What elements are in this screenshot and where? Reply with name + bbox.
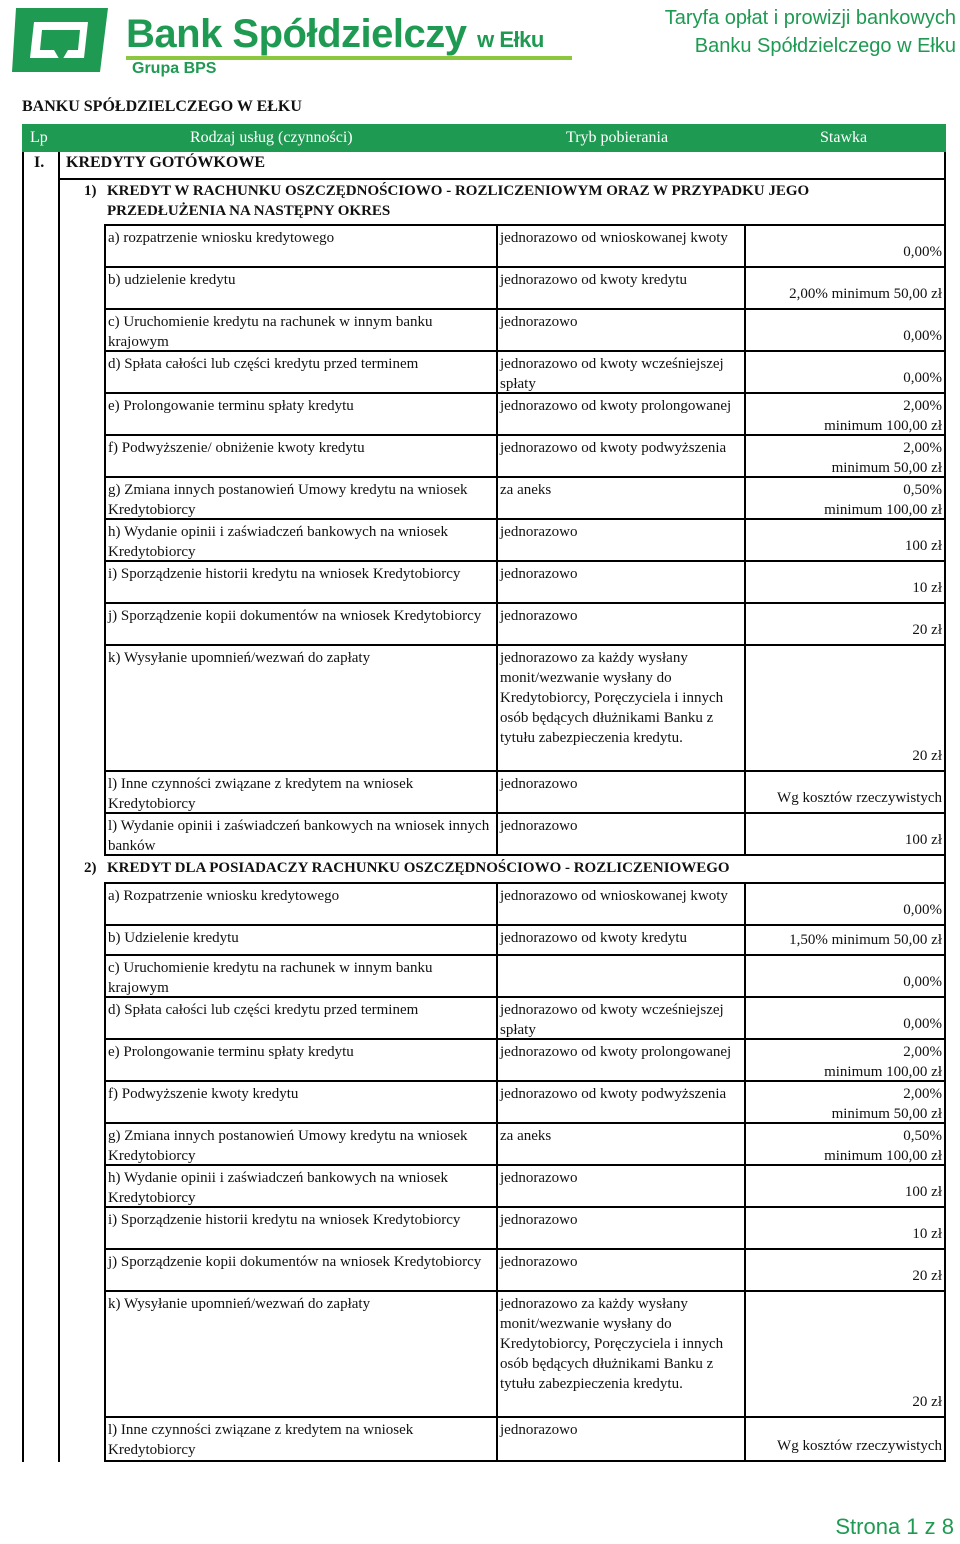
row-service: h) Wydanie opinii i zaświadczeń bankowych na wniosek Kredytobiorcy [108, 524, 448, 560]
col-divider [744, 226, 746, 856]
row-divider [106, 476, 496, 478]
row-divider [498, 602, 944, 604]
row-divider [498, 1206, 944, 1208]
row-rate: Wg kosztów rzeczywistych [777, 1438, 942, 1454]
row-mode: jednorazowo [500, 1170, 578, 1186]
row-service: c) Uruchomienie kredytu na rachunek w innym banku krajowym [108, 314, 433, 350]
row-divider [498, 1122, 944, 1124]
outer-border [58, 178, 60, 1462]
row-divider [498, 812, 944, 814]
section-number: I. [34, 154, 45, 171]
bank-logo-icon [8, 4, 118, 76]
row-divider [498, 996, 944, 998]
row-rate: 0,00% [903, 328, 942, 344]
row-mode: jednorazowo [500, 818, 578, 834]
row-rate: 0,00% [903, 244, 942, 260]
bank-logo [8, 4, 568, 80]
row-service: j) Sporządzenie kopii dokumentów na wniosek Kredytobiorcy [108, 608, 482, 624]
row-divider [498, 434, 944, 436]
logo-subtitle: Grupa BPS [132, 60, 217, 77]
row-rate: 0,50% minimum 100,00 zł [824, 1128, 942, 1164]
row-divider [498, 308, 944, 310]
row-mode: jednorazowo [500, 776, 578, 792]
row-service: e) Prolongowanie terminu spłaty kredytu [108, 1044, 354, 1060]
row-service: a) rozpatrzenie wniosku kredytowego [108, 230, 335, 246]
row-service: a) Rozpatrzenie wniosku kredytowego [108, 888, 340, 904]
row-rate: 2,00% minimum 50,00 zł [831, 440, 942, 476]
row-service: f) Podwyższenie/ obniżenie kwoty kredytu [108, 440, 365, 456]
row-divider [498, 1248, 944, 1250]
row-mode: jednorazowo od kwoty wcześniejszej spłaty [500, 1002, 724, 1038]
row-rate: 0,50% minimum 100,00 zł [824, 482, 942, 518]
row-service: k) Wysyłanie upomnień/wezwań do zapłaty [108, 650, 371, 666]
row-divider [106, 434, 496, 436]
row-rate: 20 zł [912, 1394, 942, 1410]
row-rate: 10 zł [912, 580, 942, 596]
row-divider [106, 350, 496, 352]
row-divider [106, 770, 496, 772]
col-service: Rodzaj usług (czynności) [190, 129, 353, 146]
row-divider [498, 954, 944, 956]
row-rate: 2,00% minimum 100,00 zł [824, 398, 942, 434]
row-divider [106, 518, 496, 520]
page-number: Strona 1 z 8 [835, 1514, 954, 1539]
row-divider [498, 1080, 944, 1082]
bank-name-heading: BANKU SPÓŁDZIELCZEGO W EŁKU [22, 98, 302, 115]
row-rate: 0,00% [903, 1016, 942, 1032]
row-divider [498, 350, 944, 352]
row-mode: jednorazowo od wnioskowanej kwoty [500, 888, 728, 904]
row-divider [106, 602, 496, 604]
row-divider [106, 308, 496, 310]
outer-border [944, 856, 946, 884]
row-divider [498, 1164, 944, 1166]
row-divider [106, 996, 496, 998]
col-lp: Lp [30, 129, 48, 146]
row-divider [106, 1248, 496, 1250]
outer-border [22, 152, 24, 178]
row-mode: jednorazowo za każdy wysłany monit/wezwanie wysłany do Kredytobiorcy, Poręczyciela i innych osób będących dłużnikami Banku z tytułu zabezpieczenia kredytu. [500, 650, 724, 746]
row-service: l) Wydanie opinii i zaświadczeń bankowych na wniosek innych banków [108, 818, 490, 854]
col-divider [944, 226, 946, 856]
row-rate: 20 zł [912, 748, 942, 764]
row-mode: jednorazowo [500, 608, 578, 624]
row-mode: jednorazowo od kwoty wcześniejszej spłaty [500, 356, 724, 392]
row-service: d) Spłata całości lub części kredytu przed terminem [108, 356, 419, 372]
row-divider [498, 518, 944, 520]
row-rate: 2,00% minimum 100,00 zł [824, 1044, 942, 1080]
row-divider [106, 644, 496, 646]
outer-border [58, 152, 60, 178]
row-mode: jednorazowo od kwoty podwyższenia [500, 440, 727, 456]
row-service: e) Prolongowanie terminu spłaty kredytu [108, 398, 354, 414]
row-divider [498, 924, 944, 926]
col-mode: Tryb pobierania [566, 129, 669, 146]
row-divider [106, 1122, 496, 1124]
row-rate: 2,00% minimum 50,00 zł [789, 286, 942, 302]
row-rate: 0,00% [903, 974, 942, 990]
section-title: KREDYTY GOTÓWKOWE [66, 154, 265, 171]
row-service: g) Zmiana innych postanowień Umowy kredytu na wniosek Kredytobiorcy [108, 482, 468, 518]
row-service: h) Wydanie opinii i zaświadczeń bankowych na wniosek Kredytobiorcy [108, 1170, 448, 1206]
row-divider [106, 560, 496, 562]
section-divider [60, 178, 946, 180]
section-divider [104, 224, 946, 226]
row-divider [498, 854, 944, 856]
row-divider [498, 1038, 944, 1040]
row-mode: jednorazowo [500, 1254, 578, 1270]
subsection-1-number: 1) [84, 183, 97, 199]
row-divider [106, 954, 496, 956]
row-divider [498, 266, 944, 268]
row-service: g) Zmiana innych postanowień Umowy kredytu na wniosek Kredytobiorcy [108, 1128, 468, 1164]
row-service: k) Wysyłanie upomnień/wezwań do zapłaty [108, 1296, 371, 1312]
row-service: f) Podwyższenie kwoty kredytu [108, 1086, 299, 1102]
row-mode: za aneks [500, 482, 552, 498]
row-divider [106, 1460, 496, 1462]
row-divider [106, 812, 496, 814]
row-rate: Wg kosztów rzeczywistych [777, 790, 942, 806]
row-rate: 100 zł [904, 1184, 942, 1200]
row-mode: jednorazowo od kwoty prolongowanej [500, 398, 732, 414]
col-divider [496, 884, 498, 1462]
row-service: c) Uruchomienie kredytu na rachunek w innym banku krajowym [108, 960, 433, 996]
row-mode: jednorazowo od kwoty kredytu [500, 930, 688, 946]
row-divider [106, 1416, 496, 1418]
row-rate: 20 zł [912, 1268, 942, 1284]
row-mode: jednorazowo [500, 1422, 578, 1438]
row-divider [106, 924, 496, 926]
row-service: b) Udzielenie kredytu [108, 930, 239, 946]
row-mode: za aneks [500, 1128, 552, 1144]
row-divider [498, 560, 944, 562]
col-divider [944, 884, 946, 1462]
subsection-1-title: KREDYT W RACHUNKU OSZCZĘDNOŚCIOWO - ROZLICZENIOWYM ORAZ W PRZYPADKU JEGO PRZEDŁUŻENIA NA NASTĘPNY OKRES [107, 183, 810, 219]
col-divider [744, 884, 746, 1462]
row-service: j) Sporządzenie kopii dokumentów na wniosek Kredytobiorcy [108, 1254, 482, 1270]
row-rate: 2,00% minimum 50,00 zł [831, 1086, 942, 1122]
row-service: l) Inne czynności związane z kredytem na wniosek Kredytobiorcy [108, 776, 414, 812]
row-rate: 10 zł [912, 1226, 942, 1242]
row-mode: jednorazowo [500, 314, 578, 330]
row-rate: 0,00% [903, 902, 942, 918]
row-mode: jednorazowo od kwoty kredytu [500, 272, 688, 288]
row-rate: 100 zł [904, 538, 942, 554]
subsection-2-number: 2) [84, 860, 97, 876]
row-divider [106, 854, 496, 856]
row-mode: jednorazowo za każdy wysłany monit/wezwanie wysłany do Kredytobiorcy, Poręczyciela i innych osób będących dłużnikami Banku z tytułu zabezpieczenia kredytu. [500, 1296, 724, 1392]
row-divider [106, 1038, 496, 1040]
section-divider [104, 882, 946, 884]
row-service: i) Sporządzenie historii kredytu na wniosek Kredytobiorcy [108, 1212, 461, 1228]
row-divider [498, 392, 944, 394]
row-service: l) Inne czynności związane z kredytem na wniosek Kredytobiorcy [108, 1422, 414, 1458]
row-mode: jednorazowo od wnioskowanej kwoty [500, 230, 728, 246]
row-divider [498, 1416, 944, 1418]
col-divider [104, 884, 106, 1462]
col-divider [104, 226, 106, 856]
row-divider [106, 1206, 496, 1208]
row-mode: jednorazowo od kwoty prolongowanej [500, 1044, 732, 1060]
logo-wordmark: Bank Spółdzielczy w Ełku [126, 12, 544, 56]
row-divider [106, 1164, 496, 1166]
row-service: d) Spłata całości lub części kredytu przed terminem [108, 1002, 419, 1018]
row-divider [498, 1460, 944, 1462]
row-rate: 1,50% minimum 50,00 zł [789, 932, 942, 948]
outer-border [22, 178, 24, 1462]
col-divider [496, 226, 498, 856]
row-rate: 20 zł [912, 622, 942, 638]
document-title: Taryfa opłat i prowizji bankowych Banku Spółdzielczego w Ełku [664, 7, 956, 57]
row-divider [106, 392, 496, 394]
row-divider [498, 644, 944, 646]
row-divider [106, 1080, 496, 1082]
row-divider [106, 1290, 496, 1292]
row-divider [498, 770, 944, 772]
outer-border [944, 152, 946, 226]
subsection-2-title: KREDYT DLA POSIADACZY RACHUNKU OSZCZĘDNOŚCIOWO - ROZLICZENIOWEGO [107, 860, 730, 876]
row-mode: jednorazowo [500, 566, 578, 582]
row-mode: jednorazowo od kwoty podwyższenia [500, 1086, 727, 1102]
table-header [22, 124, 946, 152]
row-divider [498, 1290, 944, 1292]
row-rate: 0,00% [903, 370, 942, 386]
row-service: b) udzielenie kredytu [108, 272, 236, 288]
row-service: i) Sporządzenie historii kredytu na wniosek Kredytobiorcy [108, 566, 461, 582]
row-mode: jednorazowo [500, 1212, 578, 1228]
row-divider [106, 266, 496, 268]
col-rate: Stawka [820, 129, 868, 146]
row-mode: jednorazowo [500, 524, 578, 540]
row-rate: 100 zł [904, 832, 942, 848]
row-divider [498, 476, 944, 478]
